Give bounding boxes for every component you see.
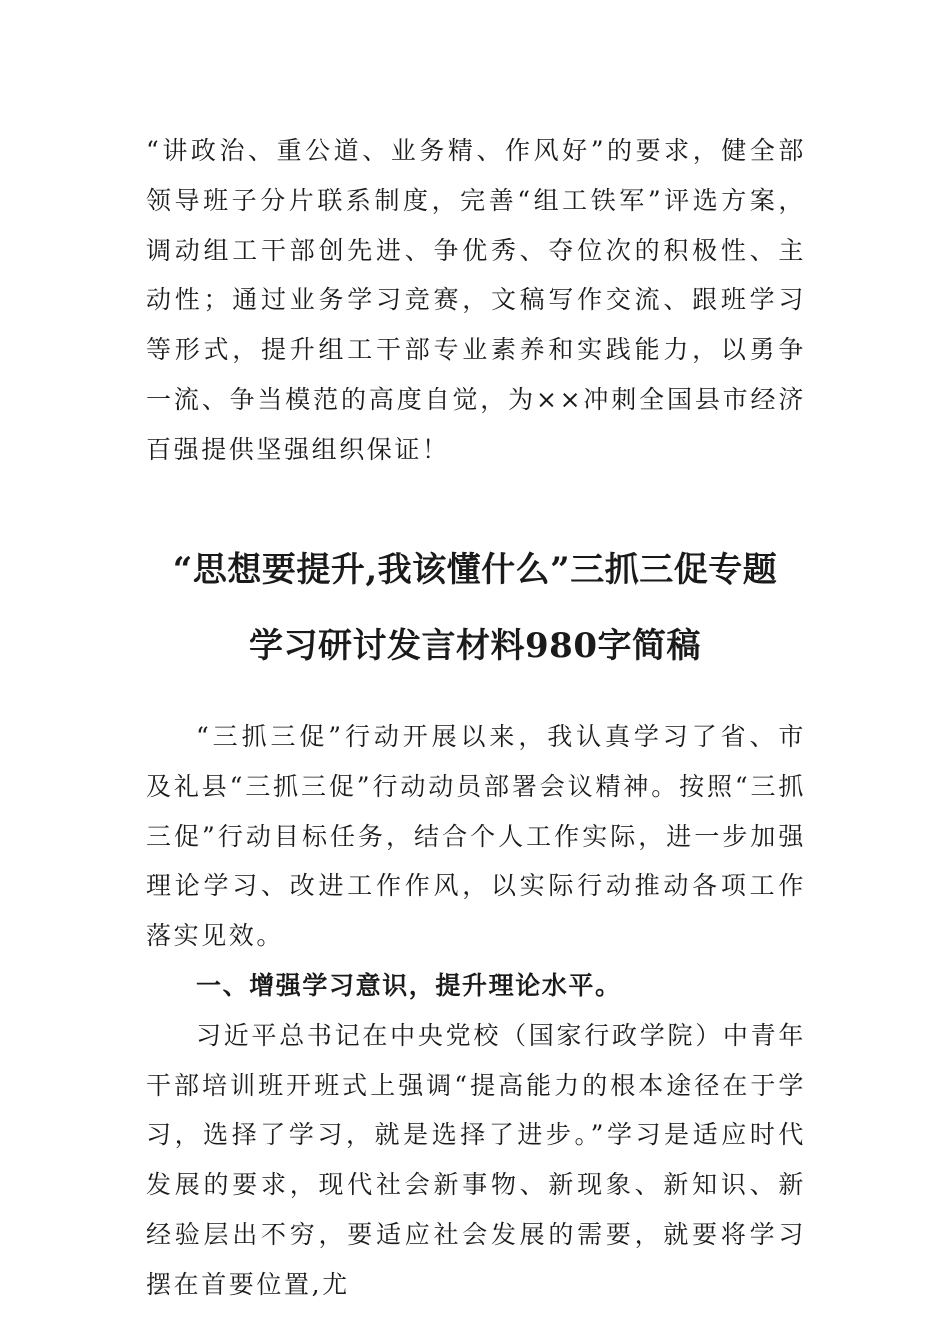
continued-paragraph — [146, 126, 806, 475]
title-line-2: 学习研讨发言材料980字简稿 — [249, 626, 701, 666]
document-title — [100, 532, 850, 684]
continued-paragraph-text: “讲政治、重公道、业务精、作风好”的要求，健全部领导班子分片联系制度，完善“组工铁军”评选方案，调动组工干部创先进、争优秀、夺位次的积极性、主动性；通过业务学习竞赛，文稿写作交流、跟班学习等形式，提升组工干部专业素养和实践能力，以勇争一流、争当模范的高度自觉，为××冲刺全国县市经济百强提供坚强组织保证！ — [146, 136, 806, 464]
intro-paragraph: “三抓三促”行动开展以来，我认真学习了省、市及礼县“三抓三促”行动动员部署会议精神。按照“三抓三促”行动目标任务，结合个人工作实际，进一步加强理论学习、改进工作作风，以实际行动推动各项工作落实见效。 — [146, 722, 806, 951]
document-body — [146, 712, 806, 1310]
section-paragraph: 习近平总书记在中央党校（国家行政学院）中青年干部培训班开班式上强调“提高能力的根本途径在于学习，选择了学习，就是选择了进步。”学习是适应时代发展的要求，现代社会新事物、新现象、新知识、新经验层出不穷，要适应社会发展的需要，就要将学习摆在首要位置,尤 — [146, 1020, 806, 1299]
section-heading: 一、增强学习意识，提升理论水平。 — [196, 970, 622, 1000]
title-line-1: “思想要提升,我该懂什么”三抓三促专题 — [172, 550, 778, 590]
